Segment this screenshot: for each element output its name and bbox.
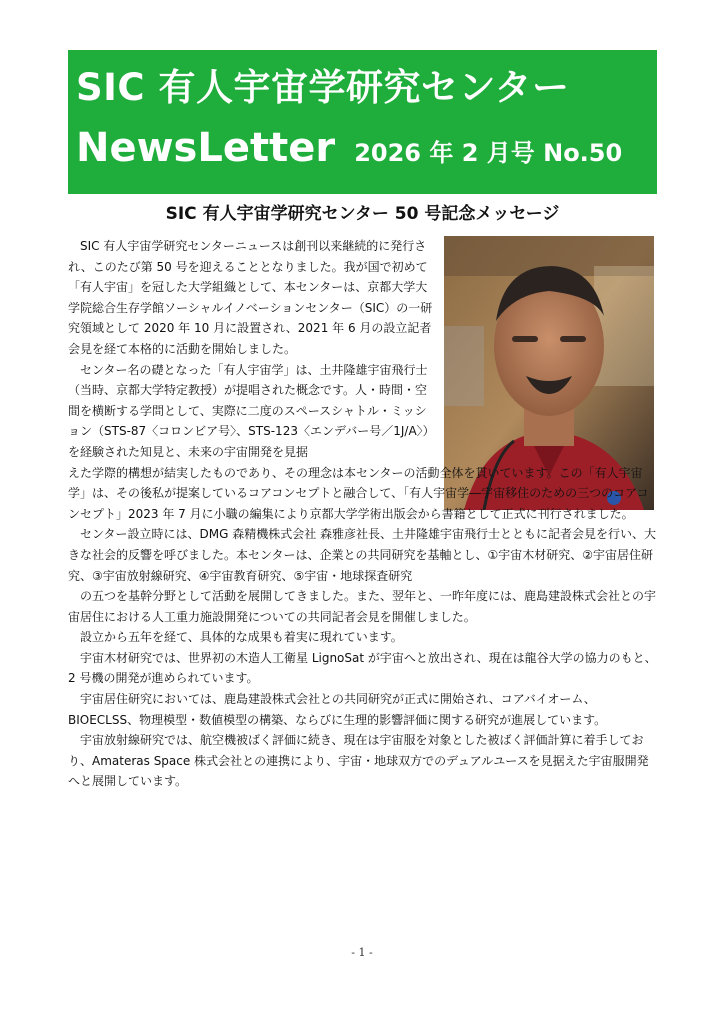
paragraph-1: SIC 有人宇宙学研究センターニュースは創刊以来継続的に発行され、このたび第 50 号を迎えることとなりました。我が国で初めて「有人宇宙」を冠した大学組織として、本センターは、京都大学大学院総合生存学館ソーシャルイノベーションセンター（SIC）の一研究領域として 2020 年 10 月に設置され、2021 年 6 月の設立記者会見を経て本格的に活動を開始しました。 <box>68 239 433 356</box>
paragraph-2b: えた学際的構想が結実したものであり、その理念は本センターの活動全体を貫いています。この「有人宇宙学」は、その後私が提案しているコアコンセプトと融合して、「有人宇宙学―宇宙移住のための三つのコアコンセプト」2023 年 7 月に小職の編集により京都大学学術出版会から書籍として正式に刊行されました。 <box>68 465 649 521</box>
article-body <box>68 236 658 792</box>
article-headline: SIC 有人宇宙学研究センター 50 号記念メッセージ <box>165 204 560 224</box>
newsletter-banner <box>68 50 657 194</box>
paragraph-4: 設立から五年を経て、具体的な成果も着実に現れています。 <box>80 630 403 645</box>
banner-title: SIC 有人宇宙学研究センター <box>76 66 570 109</box>
banner-newsletter-label: NewsLetter <box>76 125 336 171</box>
paragraph-3b: の五つを基幹分野として活動を展開してきました。また、翌年と、一昨年度には、鹿島建設株式会社との宇宙居住における人工重力施設開発についての共同記者会見を開催しました。 <box>68 589 657 624</box>
banner-issue-number: 2026 年 2 月号 No.50 <box>354 139 623 167</box>
paragraph-3: センター設立時には、DMG 森精機株式会社 森雅彦社長、土井隆雄宇宙飛行士とともに記者会見を行い、大きな社会的反響を呼びました。本センターは、企業との共同研究を基軸とし、①宇宙木材研究、②宇宙居住研究、③宇宙放射線研究、④宇宙教育研究、⑤宇宙・地球探査研究 <box>68 527 657 583</box>
paragraph-5: 宇宙木材研究では、世界初の木造人工衛星 LignoSat が宇宙へと放出され、現在は龍谷大学の協力のもと、2 号機の開発が進められています。 <box>68 650 657 686</box>
paragraph-6: 宇宙居住研究においては、鹿島建設株式会社との共同研究が正式に開始され、コアバイオーム、BIOECLSS、物理模型・数値模型の構築、ならびに生理的影響評価に関する研究が進展しています。 <box>68 692 607 727</box>
paragraph-7: 宇宙放射線研究では、航空機被ばく評価に続き、現在は宇宙服を対象とした被ばく評価計算に着手しており、Amateras Space 株式会社との連携により、宇宙・地球双方でのデュアルユースを見据えた宇宙服開発へと展開しています。 <box>68 733 649 789</box>
banner-subtitle-row <box>76 118 657 186</box>
paragraph-2a: センター名の礎となった「有人宇宙学」は、土井隆雄宇宙飛行士（当時、京都大学特定教授）が提唱された概念です。人・時間・空間を横断する学問として、実際に二度のスペースシャトル・ミッション（STS-87〈コロンビア号〉、STS-123〈エンデバー号／1J/A〉）を経験された知見と、未来の宇宙開発を見据 <box>68 362 435 459</box>
page-number: - 1 - <box>351 946 373 959</box>
